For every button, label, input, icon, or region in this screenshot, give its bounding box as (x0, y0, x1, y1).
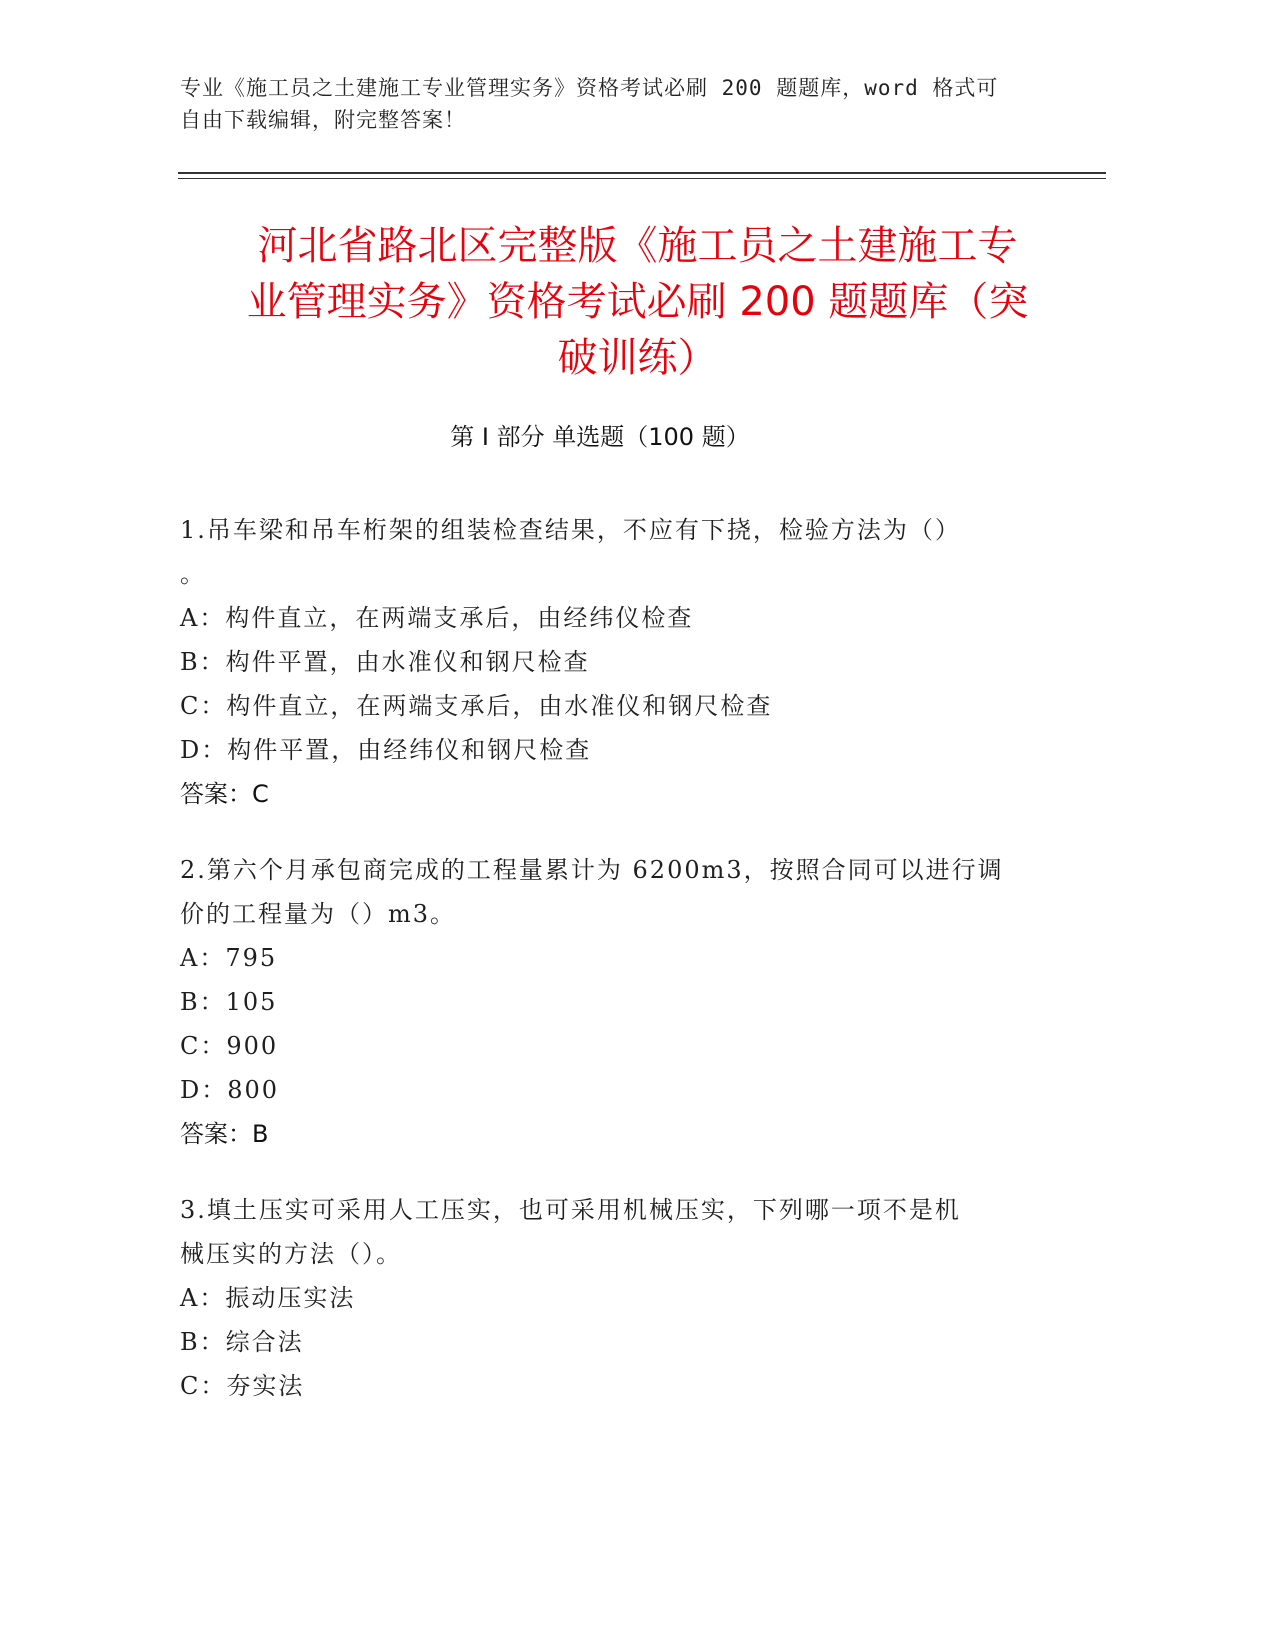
header-note-line-2: 自由下载编辑，附完整答案！ (180, 108, 466, 132)
header-divider-thin (178, 178, 1106, 179)
option-d: D：800 (180, 1076, 280, 1104)
question-stem: 3.填土压实可采用人工压实，也可采用机械压实，下列哪一项不是机 (180, 1196, 961, 1224)
option-a: A：构件直立，在两端支承后，由经纬仪检查 (180, 604, 694, 632)
option-a: A：振动压实法 (180, 1284, 356, 1312)
document-title-line-3: 破训练） (557, 335, 718, 381)
section-heading: 第 I 部分 单选题（100 题） (450, 423, 750, 451)
question-stem-continued: 械压实的方法（）。 (180, 1240, 402, 1268)
header-divider-thick (178, 172, 1106, 174)
question-list (180, 508, 1030, 1440)
option-b: B：105 (180, 988, 278, 1016)
header-note-line-1: 专业《施工员之土建施工专业管理实务》资格考试必刷 200 题题库，word 格式可 (180, 76, 999, 100)
answer-label: 答案：B (180, 1120, 269, 1148)
option-c: C：夯实法 (180, 1372, 305, 1400)
answer-label: 答案：C (180, 780, 269, 808)
question-item (180, 508, 1030, 816)
header-note (180, 72, 1060, 136)
document-title-line-2: 业管理实务》资格考试必刷 200 题题库（突 (246, 279, 1029, 325)
document-title (150, 218, 1125, 386)
option-a: A：795 (180, 944, 278, 972)
question-stem: 2.第六个月承包商完成的工程量累计为 6200m3，按照合同可以进行调 (180, 856, 1004, 884)
option-b: B：构件平置，由水准仪和钢尺检查 (180, 648, 590, 676)
option-c: C：900 (180, 1032, 279, 1060)
question-stem-continued: 价的工程量为（）m3。 (180, 900, 457, 928)
option-d: D：构件平置，由经纬仪和钢尺检查 (180, 736, 592, 764)
question-item (180, 848, 1030, 1156)
question-stem-continued: 。 (180, 560, 206, 588)
option-c: C：构件直立，在两端支承后，由水准仪和钢尺检查 (180, 692, 773, 720)
question-stem: 1.吊车梁和吊车桁架的组装检查结果，不应有下挠，检验方法为（） (180, 516, 961, 544)
document-title-line-1: 河北省路北区完整版《施工员之土建施工专 (257, 223, 1018, 269)
question-item (180, 1188, 1030, 1408)
option-b: B：综合法 (180, 1328, 304, 1356)
